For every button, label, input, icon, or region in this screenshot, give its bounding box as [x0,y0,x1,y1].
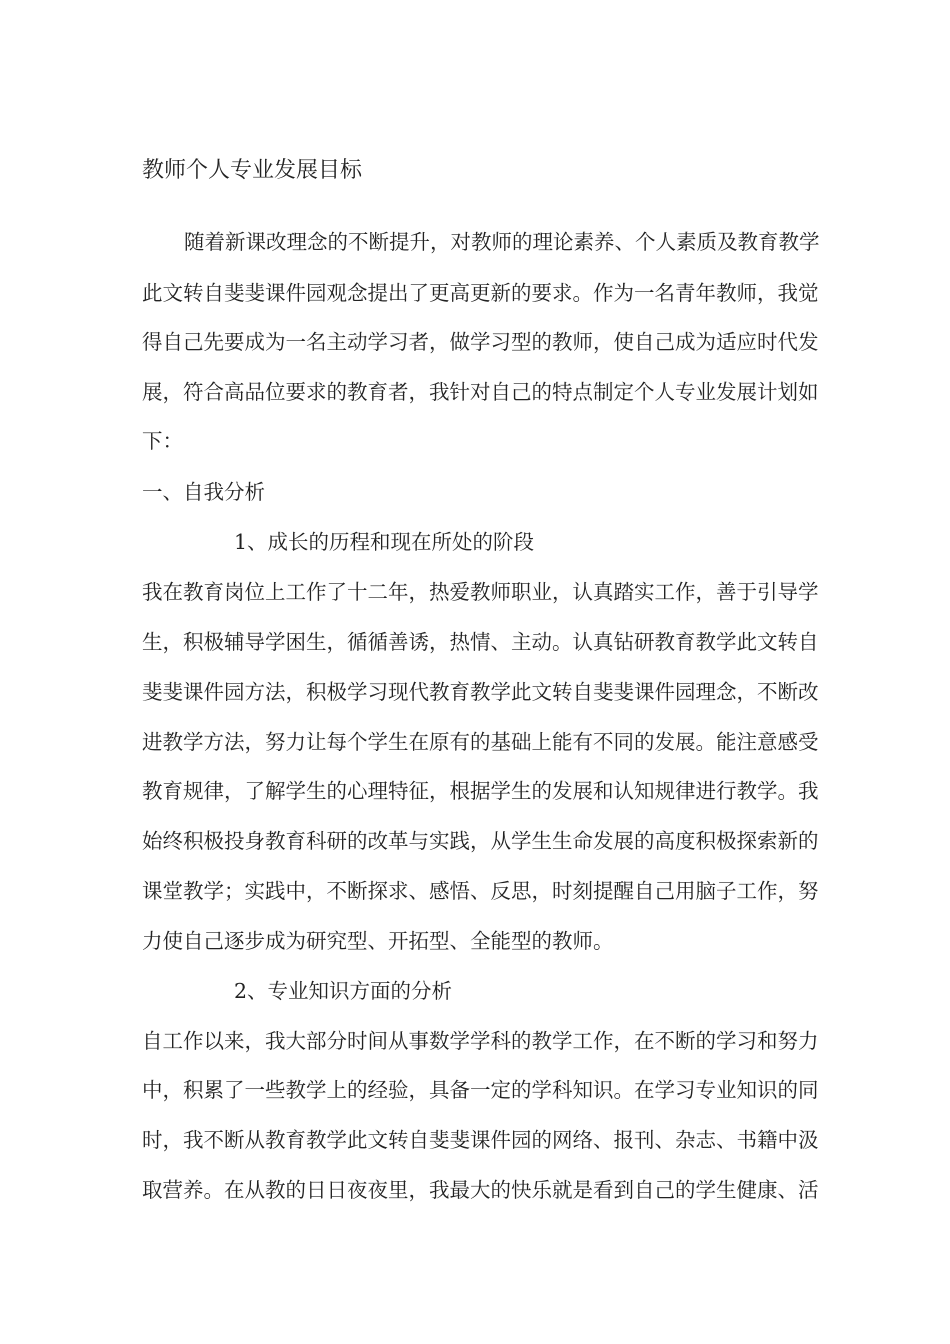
paragraph-line: 时，我不断从教育教学此文转自斐斐课件园的网络、报刊、杂志、书籍中汲 [142,1128,819,1152]
paragraph-line: 进教学方法，努力让每个学生在原有的基础上能有不同的发展。能注意感受 [142,730,819,754]
paragraph-line: 中，积累了一些教学上的经验，具备一定的学科知识。在学习专业知识的同 [142,1078,819,1102]
paragraph-line: 力使自己逐步成为研究型、开拓型、全能型的教师。 [142,929,614,953]
paragraph-line: 教育规律，了解学生的心理特征，根据学生的发展和认知规律进行教学。我 [142,779,819,803]
paragraph-line: 随着新课改理念的不断提升，对教师的理论素养、个人素质及教育教学 [184,230,820,254]
paragraph-line: 得自己先要成为一名主动学习者，做学习型的教师，使自己成为适应时代发 [142,330,819,354]
section-heading: 一、自我分析 [142,480,265,504]
subsection-heading: 2、专业知识方面的分析 [234,979,453,1003]
paragraph-line: 自工作以来，我大部分时间从事数学学科的教学工作，在不断的学习和努力 [142,1029,819,1053]
document-title: 教师个人专业发展目标 [142,158,363,183]
paragraph-line: 取营养。在从教的日日夜夜里，我最大的快乐就是看到自己的学生健康、活 [142,1178,819,1202]
paragraph-line: 我在教育岗位上工作了十二年，热爱教师职业，认真踏实工作，善于引导学 [142,580,819,604]
paragraph-line: 下： [142,429,183,453]
paragraph-line: 斐斐课件园方法，积极学习现代教育教学此文转自斐斐课件园理念，不断改 [142,680,819,704]
paragraph-line: 展，符合高品位要求的教育者，我针对自己的特点制定个人专业发展计划如 [142,380,819,404]
subsection-heading: 1、成长的历程和现在所处的阶段 [234,530,535,554]
paragraph-line: 课堂教学；实践中，不断探求、感悟、反思，时刻提醒自己用脑子工作，努 [142,879,819,903]
paragraph-line: 始终积极投身教育科研的改革与实践，从学生生命发展的高度积极探索新的 [142,829,819,853]
paragraph-line: 生，积极辅导学困生，循循善诱，热情、主动。认真钻研教育教学此文转自 [142,630,819,654]
paragraph-line: 此文转自斐斐课件园观念提出了更高更新的要求。作为一名青年教师，我觉 [142,281,819,305]
